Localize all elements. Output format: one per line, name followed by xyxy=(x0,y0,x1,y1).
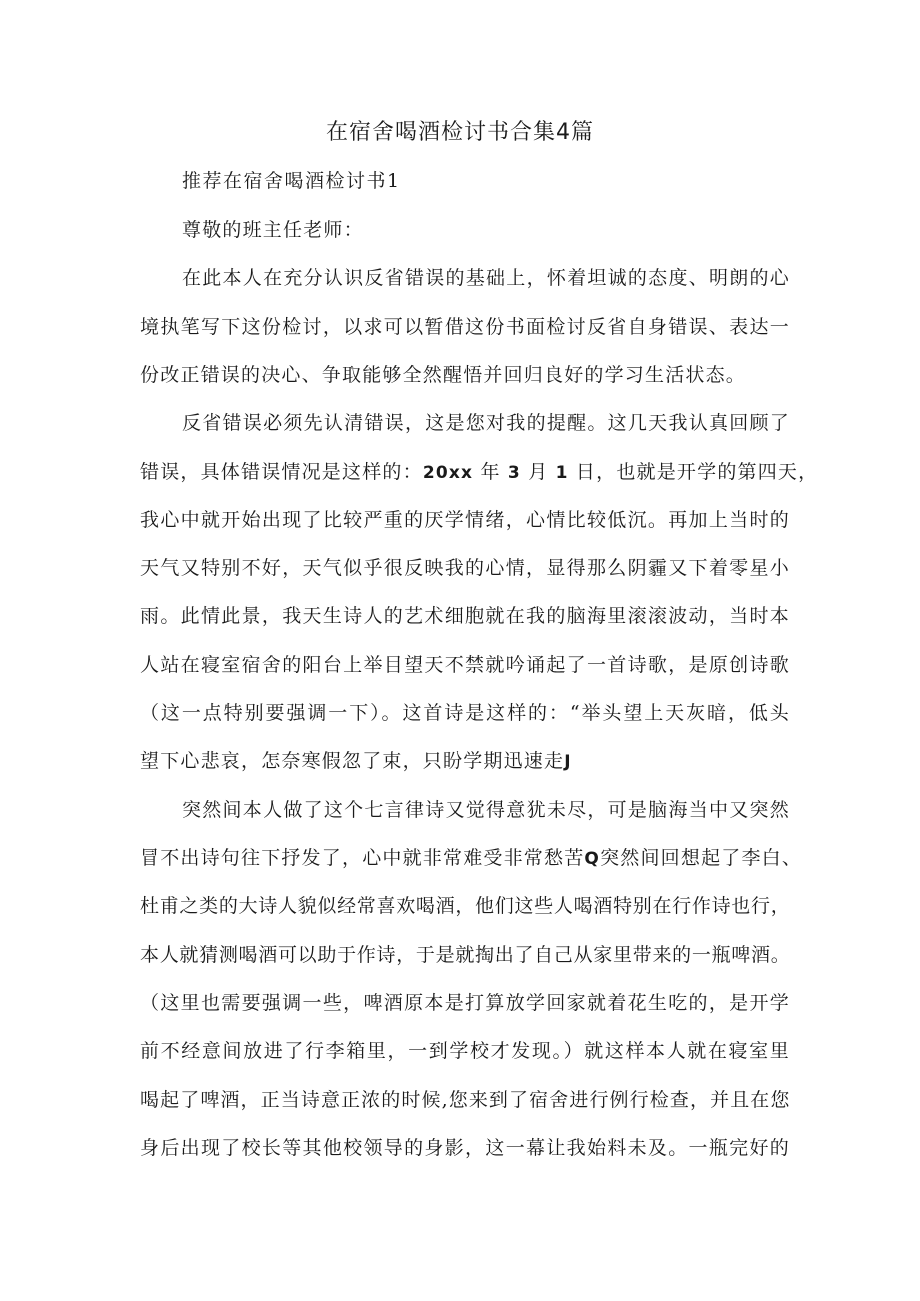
p2-line-8-a: 望下心悲哀，怎奈寒假忽了束，只盼学期迅速走 xyxy=(140,750,565,772)
p2-line-2-b: 年 xyxy=(480,461,501,483)
p2-line-2 xyxy=(140,458,819,487)
p2-line-2-c: 月 xyxy=(528,461,549,483)
p3-line-3: 杜甫之类的大诗人貌似经常喜欢喝酒，他们这些人喝酒特别在行作诗也行， xyxy=(140,895,790,917)
p2-line-2-d: 日，也就是开学的第四天， xyxy=(575,461,819,483)
date-day: 1 xyxy=(555,463,569,483)
p3-line-8: 身后出现了校长等其他校领导的身影，这一幕让我始料未及。一瓶完好的 xyxy=(140,1137,790,1159)
p2-line-3: 我心中就开始出现了比较严重的厌学情绪，心情比较低沉。再加上当时的 xyxy=(140,509,790,531)
section-subtitle: 推荐在宿舍喝酒检讨书1 xyxy=(182,170,401,192)
p2-line-6: 人站在寝室宿舍的阳台上举目望天不禁就吟诵起了一首诗歌，是原创诗歌 xyxy=(140,654,790,676)
p2-line-8 xyxy=(140,747,790,776)
p2-line-5: 雨。此情此景，我天生诗人的艺术细胞就在我的脑海里滚滚波动，当时本 xyxy=(140,605,790,627)
p3-line-6: 前不经意间放进了行李箱里，一到学校才发现。）就这样本人就在寝室里 xyxy=(140,1040,790,1062)
p3-line-2-q: Q xyxy=(584,849,601,869)
p3-line-1: 突然间本人做了这个七言律诗又觉得意犹未尽，可是脑海当中又突然 xyxy=(182,799,790,821)
p3-line-7: 喝起了啤酒，正当诗意正浓的时候,您来到了宿舍进行例行检查，并且在您 xyxy=(140,1089,790,1111)
p3-line-5: （这里也需要强调一些，啤酒原本是打算放学回家就着花生吃的，是开学 xyxy=(140,992,790,1014)
p3-line-2-b: 突然间回想起了李白、 xyxy=(600,847,803,869)
p3-line-2 xyxy=(140,844,803,873)
p2-line-7: （这一点特别要强调一下）。这首诗是这样的：“举头望上天灰暗，低头 xyxy=(140,702,790,724)
date-month: 3 xyxy=(507,463,521,483)
p2-line-2-a: 错误，具体错误情况是这样的： xyxy=(140,461,423,483)
p1-line-3: 份改正错误的决心、争取能够全然醒悟并回归良好的学习生活状态。 xyxy=(140,364,747,386)
p1-line-1: 在此本人在充分认识反省错误的基础上，怀着坦诚的态度、明朗的心 xyxy=(182,267,790,289)
document-title: 在宿舍喝酒检讨书合集4篇 xyxy=(326,120,594,145)
p2-line-4: 天气又特别不好，天气似乎很反映我的心情，显得那么阴霾又下着零星小 xyxy=(140,557,790,579)
p3-line-2-a: 冒不出诗句往下抒发了，心中就非常难受非常愁苦 xyxy=(140,847,585,869)
date-year: 20xx xyxy=(422,463,474,483)
p1-line-2: 境执笔写下这份检讨，以求可以暂借这份书面检讨反省自身错误、表达一 xyxy=(140,316,790,338)
p2-line-8-b: J xyxy=(564,752,572,772)
salutation: 尊敬的班主任老师： xyxy=(182,219,364,241)
p2-line-1: 反省错误必须先认清错误，这是您对我的提醒。这几天我认真回顾了 xyxy=(182,412,790,434)
p3-line-4: 本人就猜测喝酒可以助于作诗，于是就掏出了自己从家里带来的一瓶啤酒。 xyxy=(140,944,790,966)
